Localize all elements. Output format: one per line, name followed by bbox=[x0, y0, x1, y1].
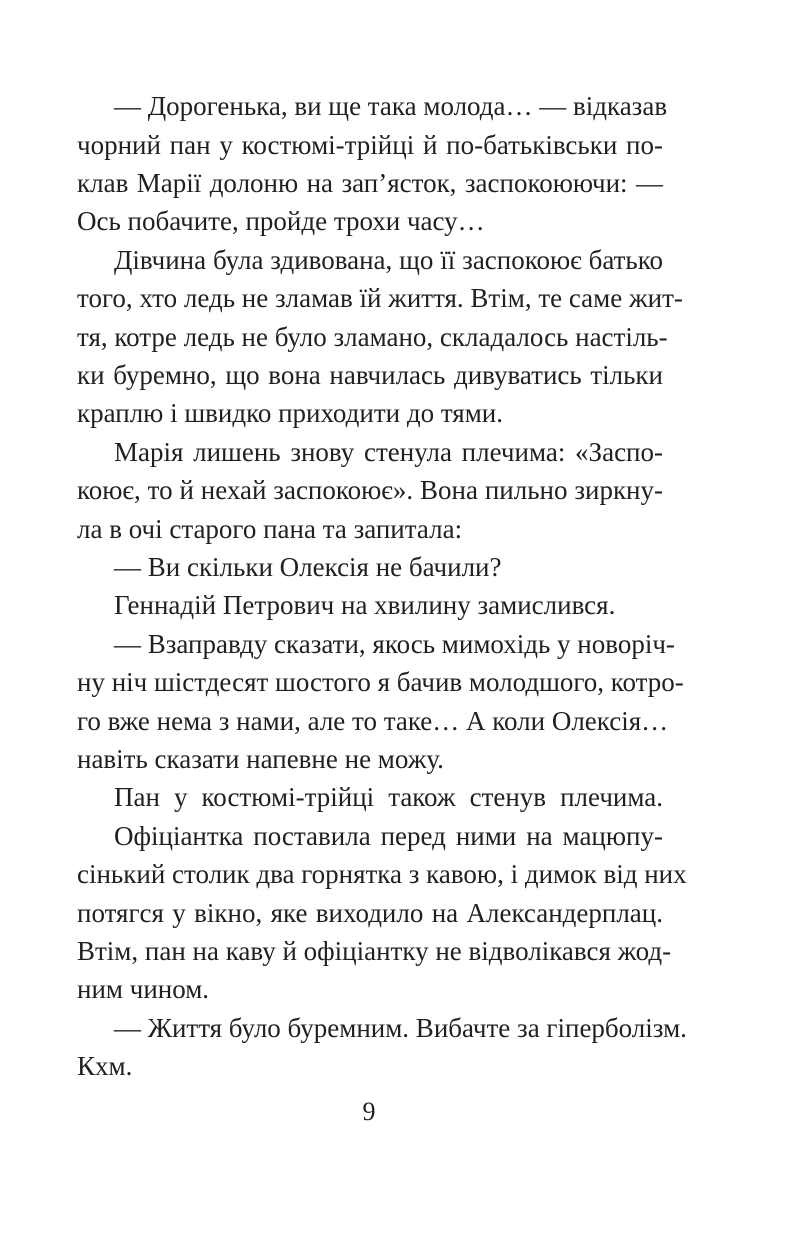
text-line: Геннадій Петрович на хвилину замислився. bbox=[114, 590, 616, 620]
text-line: Дівчина була здивована, що її заспокоює батько bbox=[114, 245, 663, 275]
text-line: Ось побачите, пройде трохи часу… bbox=[77, 206, 485, 236]
text-line: го вже нема з нами, але то таке… А коли Олексія… bbox=[77, 706, 669, 736]
text-line: ла в очі старого пана та запитала: bbox=[77, 514, 463, 544]
text-line: — Життя було буремним. Вибачте за гіперболізм. bbox=[114, 1013, 687, 1043]
text-line: — Ви скільки Олексія не бачили? bbox=[114, 552, 502, 582]
text-line: — Взаправду сказати, якось мимохідь у новоріч- bbox=[114, 629, 675, 659]
text-line: Офіціантка поставила перед ними на мацюпу- bbox=[114, 821, 663, 851]
text-line: ну ніч шістдесят шостого я бачив молодшого, котро- bbox=[77, 667, 684, 697]
text-line: Кхм. bbox=[77, 1051, 133, 1081]
text-line: клав Марії долоню на зап’ясток, заспокоюючи: — bbox=[77, 168, 663, 198]
text-line: тя, котре ледь не було зламано, складалось настіль- bbox=[77, 322, 668, 352]
text-line: ки буремно, що вона навчилась дивуватись тільки bbox=[77, 360, 663, 390]
text-line: того, хто ледь не зламав їй життя. Втім, те саме жит- bbox=[77, 283, 683, 313]
text-line: Втім, пан на каву й офіціантку не відволікався жод- bbox=[77, 936, 672, 966]
text-line: коює, то й нехай заспокоює». Вона пильно зиркну- bbox=[77, 475, 663, 505]
page-number: 9 bbox=[362, 1097, 376, 1126]
text-line: сінький столик два горнятка з кавою, і димок від них bbox=[77, 859, 687, 889]
text-line: — Дорогенька, ви ще така молода… — відказав bbox=[114, 91, 668, 121]
text-line: потягся у вікно, яке виходило на Александерплац. bbox=[77, 898, 663, 928]
text-line: краплю і швидко приходити до тями. bbox=[77, 398, 503, 428]
text-line: ним чином. bbox=[77, 974, 210, 1004]
text-line: навіть сказати напевне не можу. bbox=[77, 744, 444, 774]
text-line: Марія лишень знову стенула плечима: «Заспо- bbox=[114, 437, 663, 467]
text-line: чорний пан у костюмі-трійці й по-батьківськи по- bbox=[77, 130, 663, 160]
text-line: Пан у костюмі-трійці також стенув плечима. bbox=[114, 782, 663, 812]
